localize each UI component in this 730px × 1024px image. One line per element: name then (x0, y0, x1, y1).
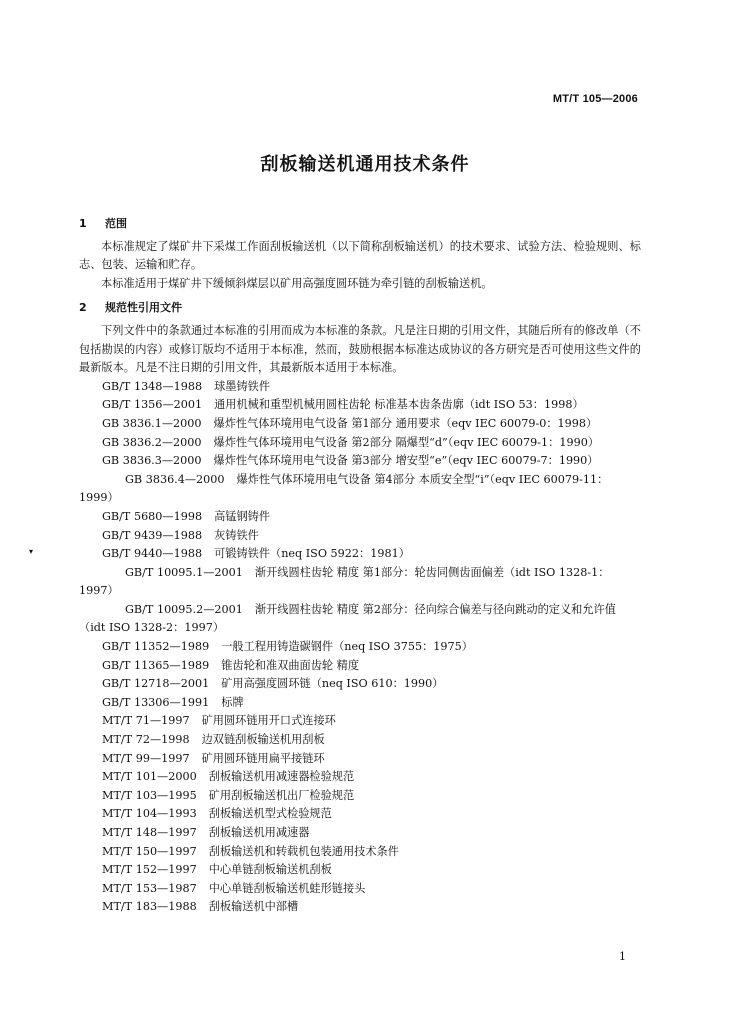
reference-item (79, 694, 641, 713)
reference-code: GB 3836.4—2000 (125, 472, 225, 486)
reference-title: 矿用刮板输送机出厂检验规范 (208, 788, 355, 802)
reference-title: 爆炸性气体环境用电气设备 第2部分 隔爆型“d”（eqv IEC 60079-1：1990） (213, 435, 600, 449)
reference-item (79, 601, 641, 638)
reference-title: 刮板输送机型式检验规范 (208, 807, 332, 821)
reference-title: 爆炸性气体环境用电气设备 第1部分 通用要求（eqv IEC 60079-0：1998） (213, 416, 598, 430)
reference-title: 可锻铸铁件（neq ISO 5922：1981） (214, 547, 410, 561)
reference-list (79, 378, 641, 917)
reference-title: 刮板输送机中部槽 (208, 900, 299, 914)
reference-code: MT/T 103—1995 (102, 788, 197, 802)
reference-item (79, 805, 641, 824)
reference-item (79, 564, 641, 601)
scope-paragraph: 本标准规定了煤矿井下采煤工作面刮板输送机（以下简称刮板输送机）的技术要求、试验方法、检验规则、标志、包装、运输和贮存。 (79, 239, 641, 272)
reference-code: MT/T 150—1997 (102, 844, 197, 858)
reference-item (79, 768, 641, 787)
reference-code: GB/T 13306—1991 (102, 695, 210, 709)
reference-title: 边双链刮板输送机用刮板 (201, 733, 325, 747)
reference-item (79, 880, 641, 899)
reference-title: 爆炸性气体环境用电气设备 第4部分 本质安全型“i”（eqv IEC 60079-11：1999） (79, 472, 609, 505)
reference-code: GB/T 9439—1988 (102, 528, 203, 542)
reference-title: 刮板输送机和转载机包装通用技术条件 (208, 844, 399, 858)
scope-paragraph: 本标准适用于煤矿井下缓倾斜煤层以矿用高强度圆环链为牵引链的刮板输送机。 (101, 276, 493, 290)
reference-item (79, 396, 641, 415)
reference-title: 锥齿轮和准双曲面齿轮 精度 (221, 658, 360, 672)
reference-title: 中心单链刮板输送机蛙形链接头 (208, 881, 366, 895)
reference-title: 矿用圆环链用开口式连接环 (201, 714, 336, 728)
reference-code: GB/T 5680—1998 (102, 509, 203, 523)
references-intro-paragraph: 下列文件中的条款通过本标准的引用而成为本标准的条款。凡是注日期的引用文件，其随后所有的修改单（不包括勘误的内容）或修订版均不适用于本标准，然而，鼓励根据本标准达成协议的各方研究是否可使用这些文件的最新版本。凡是不注日期的引用文件，其最新版本适用于本标准。 (79, 323, 641, 375)
reference-title: 刮板输送机用减速器检验规范 (208, 770, 355, 784)
reference-title: 渐开线圆柱齿轮 精度 第1部分：轮齿同侧齿面偏差（idt ISO 1328-1：1997） (79, 565, 610, 598)
reference-code: GB/T 9440—1988 (102, 547, 203, 561)
reference-code: GB 3836.2—2000 (102, 435, 202, 449)
scan-mark: ▾ (29, 547, 34, 556)
reference-title: 高锰钢铸件 (214, 509, 271, 523)
reference-code: MT/T 183—1988 (102, 900, 197, 914)
reference-item (79, 471, 641, 508)
reference-item (79, 731, 641, 750)
reference-code: MT/T 153—1987 (102, 881, 197, 895)
reference-title: 爆炸性气体环境用电气设备 第3部分 增安型“e”（eqv IEC 60079-7：1990） (213, 454, 599, 468)
reference-item (79, 843, 641, 862)
reference-item (79, 527, 641, 546)
reference-code: GB/T 11352—1989 (102, 640, 210, 654)
reference-item (79, 452, 641, 471)
document-body (79, 211, 641, 917)
reference-code: GB/T 10095.2—2001 (125, 602, 243, 616)
reference-code: MT/T 101—2000 (102, 770, 197, 784)
reference-item (79, 898, 641, 917)
reference-code: MT/T 72—1998 (102, 733, 190, 747)
reference-code: GB/T 11365—1989 (102, 658, 210, 672)
reference-title: 矿用圆环链用扁平接链环 (201, 751, 325, 765)
reference-item (79, 824, 641, 843)
reference-title: 通用机械和重型机械用圆柱齿轮 标准基本齿条齿廓（idt ISO 53：1998） (214, 398, 584, 412)
reference-code: GB/T 10095.1—2001 (125, 565, 243, 579)
reference-item (79, 675, 641, 694)
reference-title: 矿用高强度圆环链（neq ISO 610：1990） (221, 677, 444, 691)
reference-code: GB/T 1348—1988 (102, 379, 203, 393)
document-title: 刮板输送机通用技术条件 (260, 154, 470, 175)
reference-item (79, 787, 641, 806)
reference-title: 灰铸铁件 (214, 528, 259, 542)
reference-title: 中心单链刮板输送机刮板 (208, 863, 332, 877)
section-heading-scope: 1 范围 (79, 217, 127, 230)
reference-title: 一般工程用铸造碳钢件（neq ISO 3755：1975） (221, 640, 473, 654)
reference-item (79, 415, 641, 434)
reference-item (79, 712, 641, 731)
reference-code: GB/T 1356—2001 (102, 398, 203, 412)
reference-code: MT/T 71—1997 (102, 714, 190, 728)
reference-item (79, 638, 641, 657)
reference-title: 渐开线圆柱齿轮 精度 第2部分：径向综合偏差与径向跳动的定义和允许值（idt ISO 1328-2：1997） (79, 602, 616, 635)
section-heading-normative-references: 2 规范性引用文件 (79, 301, 182, 315)
reference-title: 刮板输送机用减速器 (208, 826, 310, 839)
reference-code: MT/T 148—1997 (102, 826, 197, 839)
reference-code: GB/T 12718—2001 (102, 677, 210, 691)
reference-item (79, 750, 641, 769)
standard-code: MT/T 105—2006 (552, 93, 638, 105)
reference-item (79, 861, 641, 880)
reference-code: GB 3836.3—2000 (102, 454, 202, 468)
reference-item (79, 657, 641, 676)
reference-item (79, 508, 641, 527)
reference-title: 标牌 (221, 695, 244, 709)
reference-item (79, 434, 641, 453)
reference-code: MT/T 99—1997 (102, 751, 190, 765)
reference-item (79, 545, 641, 564)
reference-code: GB 3836.1—2000 (102, 416, 202, 430)
reference-item (79, 378, 641, 397)
reference-code: MT/T 104—1993 (102, 807, 197, 821)
reference-title: 球墨铸铁件 (214, 379, 271, 393)
reference-code: MT/T 152—1997 (102, 863, 197, 877)
page-number: 1 (619, 950, 626, 963)
